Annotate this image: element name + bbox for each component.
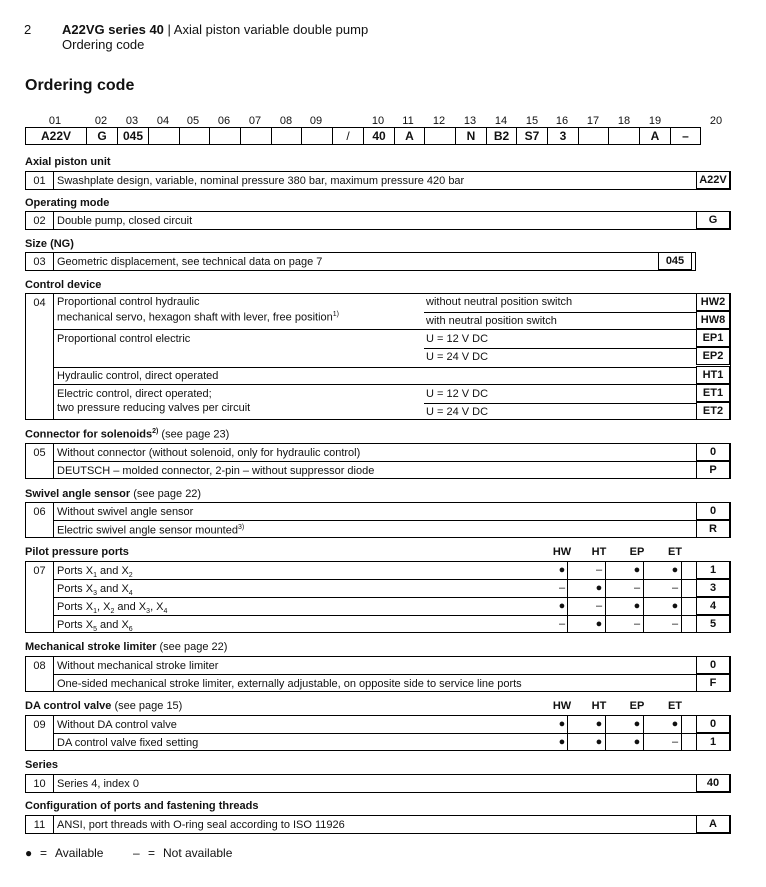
availability-mark: –	[633, 582, 641, 594]
subscript: 1	[93, 608, 97, 616]
section-number: 11	[26, 816, 54, 833]
availability-mark: ●	[671, 718, 679, 730]
code-box-12	[424, 127, 456, 145]
footnote-marker: 1)	[332, 311, 339, 318]
column-header-hw: HW	[552, 546, 572, 558]
legend-dot-icon: ●	[25, 846, 33, 860]
section-title-text: Swivel angle sensor	[25, 488, 131, 500]
section-number: 10	[26, 775, 54, 792]
section-title-swivel-angle-sensor	[25, 488, 201, 500]
option-text: Proportional control hydraulic	[57, 296, 200, 308]
option-text	[57, 583, 133, 597]
option-text-part: Ports X	[57, 565, 94, 577]
section-box-05	[25, 443, 731, 479]
section-note: (see page 23)	[158, 428, 230, 441]
divider	[424, 403, 730, 404]
divider	[54, 615, 730, 616]
code-box-15: S7	[516, 127, 548, 145]
section-number: 04	[26, 294, 54, 419]
option-text-part: and X	[96, 619, 129, 631]
position-15: 15	[525, 115, 539, 127]
subscript: 1	[93, 572, 97, 580]
code-box-04	[148, 127, 180, 145]
availability-mark: ●	[671, 564, 679, 576]
section-box-04	[25, 293, 731, 420]
option-text	[57, 524, 244, 537]
section-box-10	[25, 774, 731, 793]
sub-option-text: U = 12 V DC	[426, 388, 489, 400]
position-20: 20	[709, 115, 723, 127]
column-header-ep: EP	[629, 546, 645, 558]
position-16: 16	[555, 115, 569, 127]
section-number: 07	[26, 562, 54, 632]
option-text: DA control valve fixed setting	[57, 737, 199, 749]
position-10: 10	[371, 115, 385, 127]
divider	[424, 348, 730, 349]
availability-mark: ●	[595, 582, 603, 594]
code-box-14: B2	[486, 127, 517, 145]
option-text-part: , X	[96, 601, 111, 613]
option-code: R	[696, 520, 730, 538]
position-12: 12	[432, 115, 446, 127]
option-code: EP1	[696, 329, 730, 347]
section-note: (see page 15)	[111, 700, 183, 712]
legend-equals: =	[40, 846, 48, 860]
divider	[54, 329, 730, 330]
option-code: EP2	[696, 347, 730, 365]
subscript: 2	[128, 572, 133, 580]
option-text-part: Ports X	[57, 619, 94, 631]
option-text-main: Electric swivel angle sensor mounted	[57, 524, 238, 537]
position-07: 07	[248, 115, 262, 127]
option-text: Swashplate design, variable, nominal pressure 380 bar, maximum pressure 420 bar	[57, 175, 465, 187]
option-code: 0	[696, 443, 730, 461]
availability-mark: ●	[595, 718, 603, 730]
option-code: 0	[696, 502, 730, 520]
section-number: 02	[26, 212, 54, 229]
header-subtitle: Axial piston variable double pump	[173, 22, 369, 37]
option-code: HW2	[696, 293, 730, 311]
option-text: Hydraulic control, direct operated	[57, 370, 219, 382]
code-box-08	[271, 127, 302, 145]
section-number: 01	[26, 172, 54, 189]
sub-option-text: with neutral position switch	[426, 315, 557, 327]
subscript: 6	[128, 626, 133, 634]
option-text-part: , X	[150, 601, 164, 613]
position-09: 09	[309, 115, 323, 127]
option-text-part: and X	[96, 565, 129, 577]
option-text: Double pump, closed circuit	[57, 215, 193, 227]
page-number: 2	[24, 22, 32, 37]
option-text: Without swivel angle sensor	[57, 506, 194, 518]
option-code: 1	[696, 733, 730, 751]
series-name: A22VG series 40	[62, 22, 164, 37]
availability-mark: ●	[558, 600, 566, 612]
section-box-02	[25, 211, 731, 230]
column-header-et: ET	[667, 700, 683, 712]
code-box-13: N	[455, 127, 487, 145]
position-19: 19	[648, 115, 662, 127]
section-title-operating-mode: Operating mode	[25, 197, 110, 209]
availability-mark: ●	[595, 618, 603, 630]
divider	[54, 520, 730, 521]
option-text-main: mechanical servo, hexagon shaft with lever, free position	[57, 311, 333, 324]
option-code: 40	[696, 774, 730, 792]
position-18: 18	[617, 115, 631, 127]
option-text	[57, 619, 133, 633]
option-code: 3	[696, 579, 730, 597]
section-number: 09	[26, 716, 54, 750]
option-code: ET2	[696, 402, 730, 420]
subscript: 3	[93, 590, 97, 598]
availability-mark: –	[595, 564, 603, 576]
availability-mark: ●	[633, 600, 641, 612]
option-text	[57, 311, 339, 324]
code-box-19: A	[639, 127, 671, 145]
section-title-ports-threads: Configuration of ports and fastening threads	[25, 800, 259, 812]
section-title-size: Size (NG)	[25, 238, 74, 250]
option-text: Electric control, direct operated;	[57, 388, 212, 400]
legend-equals: =	[148, 846, 156, 860]
option-code: G	[696, 211, 730, 229]
code-box-slash: /	[332, 127, 364, 145]
divider	[54, 597, 730, 598]
option-code: 0	[696, 656, 730, 674]
column-header-et: ET	[667, 546, 683, 558]
section-number: 05	[26, 444, 54, 478]
section-box-01	[25, 171, 731, 190]
option-text-part: and X	[96, 583, 129, 595]
position-03: 03	[125, 115, 139, 127]
column-header-ep: EP	[629, 700, 645, 712]
divider	[54, 384, 730, 385]
header-separator: |	[163, 22, 174, 37]
divider	[54, 733, 730, 734]
section-note: (see page 22)	[130, 488, 202, 500]
option-text: One-sided mechanical stroke limiter, externally adjustable, on opposite side to service line ports	[57, 678, 522, 690]
legend-available: Available	[55, 846, 104, 860]
availability-mark: ●	[633, 736, 641, 748]
header-section: Ordering code	[62, 37, 145, 52]
position-17: 17	[586, 115, 600, 127]
option-text: ANSI, port threads with O-ring seal according to ISO 11926	[57, 819, 345, 831]
option-code: 4	[696, 597, 730, 615]
legend-dash-icon: –	[133, 846, 140, 860]
header-title	[62, 22, 368, 37]
option-code: ET1	[696, 384, 730, 402]
subscript: 2	[110, 608, 115, 616]
section-title-control-device: Control device	[25, 279, 102, 291]
section-title-connector	[25, 428, 229, 441]
option-code: 045	[658, 252, 692, 270]
option-text: DEUTSCH – molded connector, 2-pin – without suppressor diode	[57, 465, 375, 477]
section-number: 03	[26, 253, 54, 270]
subscript: 4	[128, 590, 133, 598]
option-code: 5	[696, 615, 730, 633]
option-text: Without connector (without solenoid, only for hydraulic control)	[57, 447, 361, 459]
section-number: 08	[26, 657, 54, 691]
option-code: 0	[696, 715, 730, 733]
code-box-07	[240, 127, 272, 145]
code-box-17	[578, 127, 609, 145]
sub-option-text: without neutral position switch	[426, 296, 573, 308]
code-box-11: A	[394, 127, 425, 145]
availability-mark: ●	[671, 600, 679, 612]
divider	[54, 674, 730, 675]
availability-mark: –	[671, 736, 679, 748]
column-header-hw: HW	[552, 700, 572, 712]
footnote-marker: 3)	[237, 524, 245, 531]
option-text	[57, 601, 167, 615]
option-code: HT1	[696, 366, 730, 384]
divider	[54, 367, 730, 368]
code-box-09	[301, 127, 333, 145]
option-text: Proportional control electric	[57, 333, 191, 345]
divider	[54, 461, 730, 462]
code-box-01: A22V	[25, 127, 87, 145]
section-box-11	[25, 815, 731, 834]
position-13: 13	[463, 115, 477, 127]
position-05: 05	[186, 115, 200, 127]
option-code: 1	[696, 561, 730, 579]
sub-option-text: U = 24 V DC	[426, 351, 489, 363]
column-header-ht: HT	[591, 546, 607, 558]
code-box-06	[209, 127, 241, 145]
option-code: P	[696, 461, 730, 479]
option-text: two pressure reducing valves per circuit	[57, 402, 251, 414]
availability-mark: ●	[558, 736, 566, 748]
availability-mark: –	[558, 582, 566, 594]
availability-mark: –	[671, 618, 679, 630]
code-box-05	[179, 127, 210, 145]
position-08: 08	[279, 115, 293, 127]
option-text: Series 4, index 0	[57, 778, 139, 790]
position-14: 14	[494, 115, 508, 127]
section-box-08	[25, 656, 731, 692]
code-box-dash: –	[670, 127, 701, 145]
availability-mark: ●	[558, 564, 566, 576]
code-box-10: 40	[363, 127, 395, 145]
option-text-part: Ports X	[57, 583, 94, 595]
section-title-mechanical-stroke-limiter	[25, 641, 227, 653]
position-11: 11	[402, 115, 414, 127]
section-title-da-control-valve	[25, 700, 182, 712]
code-box-03: 045	[117, 127, 149, 145]
availability-mark: ●	[633, 718, 641, 730]
footnote-marker: 2)	[152, 428, 159, 435]
option-code: A	[696, 815, 730, 833]
page-title: Ordering code	[25, 77, 135, 94]
option-text-part: Ports X	[57, 601, 94, 613]
option-text: Without DA control valve	[57, 719, 177, 731]
subscript: 3	[146, 608, 151, 616]
availability-mark: –	[595, 600, 603, 612]
section-title-text: DA control valve	[25, 700, 112, 712]
option-code: A22V	[696, 171, 730, 189]
position-02: 02	[94, 115, 108, 127]
section-note: (see page 22)	[156, 641, 228, 653]
option-code: HW8	[696, 311, 730, 329]
position-01: 01	[48, 115, 62, 127]
availability-mark: ●	[595, 736, 603, 748]
divider	[54, 579, 730, 580]
column-header-ht: HT	[591, 700, 607, 712]
section-title-text: Connector for solenoids	[25, 428, 153, 441]
sub-option-text: U = 12 V DC	[426, 333, 489, 345]
code-box-02: G	[86, 127, 118, 145]
section-number: 06	[26, 503, 54, 537]
availability-mark: ●	[633, 564, 641, 576]
option-code: F	[696, 674, 730, 692]
section-title-axial-piston-unit: Axial piston unit	[25, 156, 111, 168]
subscript: 5	[93, 626, 97, 634]
option-text	[57, 565, 133, 579]
section-box-03	[25, 252, 696, 271]
section-title-text: Mechanical stroke limiter	[25, 641, 157, 653]
availability-mark: –	[558, 618, 566, 630]
sub-option-text: U = 24 V DC	[426, 406, 489, 418]
code-box-16: 3	[547, 127, 579, 145]
option-text-part: and X	[114, 601, 147, 613]
position-04: 04	[156, 115, 170, 127]
subscript: 4	[163, 608, 168, 616]
legend-not-available: Not available	[163, 846, 233, 860]
position-06: 06	[217, 115, 231, 127]
divider	[424, 312, 730, 313]
option-text: Without mechanical stroke limiter	[57, 660, 219, 672]
section-title-pilot-pressure-ports: Pilot pressure ports	[25, 546, 129, 558]
section-title-series: Series	[25, 759, 59, 771]
availability-mark: –	[671, 582, 679, 594]
availability-mark: –	[633, 618, 641, 630]
section-box-06	[25, 502, 731, 538]
availability-mark: ●	[558, 718, 566, 730]
option-text: Geometric displacement, see technical data on page 7	[57, 256, 323, 268]
code-box-18	[608, 127, 640, 145]
